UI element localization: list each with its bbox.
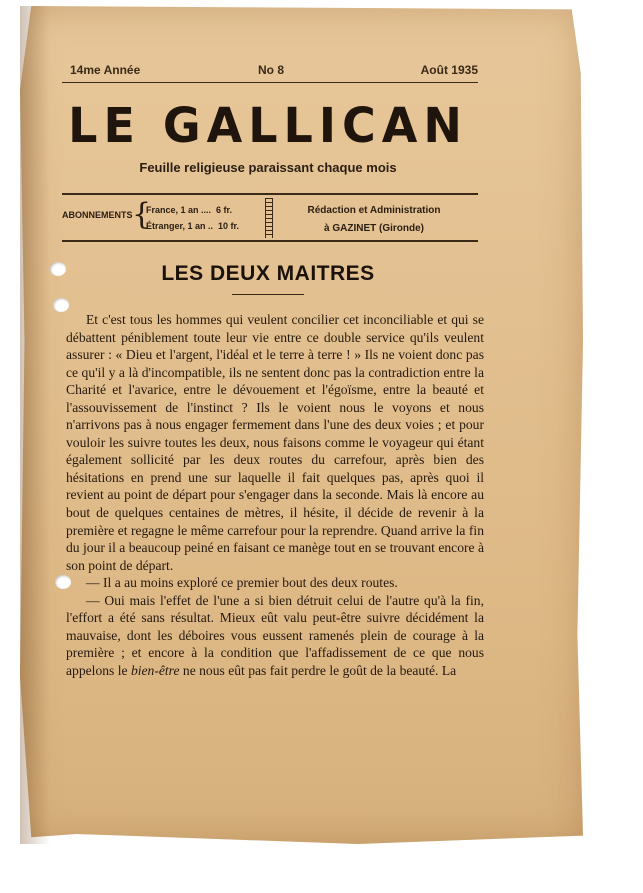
office-line-1: Rédaction et Administration — [307, 205, 441, 216]
office-line-2: à GAZINET (Gironde) — [324, 223, 424, 234]
editorial-office — [294, 202, 454, 238]
italic-term: bien-être — [130, 662, 180, 678]
divider — [62, 193, 478, 195]
page-spine-shadow — [20, 6, 50, 844]
article-body — [66, 311, 484, 679]
article-paragraph: — Il a au moins exploré ce premier bout des deux routes. — [86, 575, 398, 591]
price-france: France, 1 an .... 6 fr. — [146, 205, 233, 215]
divider — [62, 82, 478, 83]
masthead-title: LE GALLICAN — [68, 96, 468, 154]
article-paragraph: — Oui mais l'effet de l'une a si bien détruit celui de l'autre qu'à la fin, l'effort a été sans résultat. Mieux eût valu peut-être suivre décidément la mauvaise, dont les déboires vous eussent ramenés plein de courage à la première ; et encore à la condition que l'affadissement de ce que nous appelons le bien-être ne nous eût pas fait perdre le goût de la beauté. La — [66, 592, 484, 678]
divider — [62, 240, 478, 242]
issue-number: No 8 — [258, 63, 285, 77]
subscription-label: ABONNEMENTS — [62, 210, 133, 220]
year-label: 14me Année — [70, 63, 141, 77]
price-abroad: Étranger, 1 an .. 10 fr. — [146, 221, 240, 231]
issue-date: Août 1935 — [420, 63, 478, 77]
title-underline — [232, 294, 304, 295]
punch-hole — [53, 298, 69, 312]
masthead-subtitle: Feuille religieuse paraissant chaque mois — [139, 160, 397, 175]
article-title: LES DEUX MAITRES — [161, 262, 375, 285]
subscription-prices — [146, 202, 239, 234]
article-paragraph: Et c'est tous les hommes qui veulent concilier cet inconciliable et qui se débattent péniblement toute leur vie entre ce double service qu'ils veulent assurer : « Dieu et l'argent, l'idéal et le terre à terre ! » Ils ne voient donc pas ce qu'il y a là d'incompatible, ils ne sentent donc pas la contradiction entre la Charité et l'avarice, entre le dévouement et l'égoïsme, entre la beauté et l'assouvissement de l'instinct ? Ils le voient nous le voyons et nous n'arrivons pas à nous engager fermement dans l'une des deux voies ; et pour vouloir les suivre toutes les deux, nous faisons comme le voyageur qui étant également sollicité par les deux routes du carrefour, après bien des hésitations en prend une sur laquelle il fait quelques pas, après quoi il revient au point de départ pour s'engager dans la seconde. Mais là encore au bout de quelques centaines de mètres, il hésite, il décide de revenir à la première et regagne le même carrefour pour la reprendre. Quand arrive la fin du jour il a beaucoup peiné en faisant ce manège tout en se trouvant encore à son point de départ. — [66, 312, 484, 573]
subscription-box — [62, 196, 478, 240]
issue-line — [70, 63, 478, 83]
brace-symbol: { — [132, 197, 152, 232]
ornamental-separator — [265, 198, 273, 238]
